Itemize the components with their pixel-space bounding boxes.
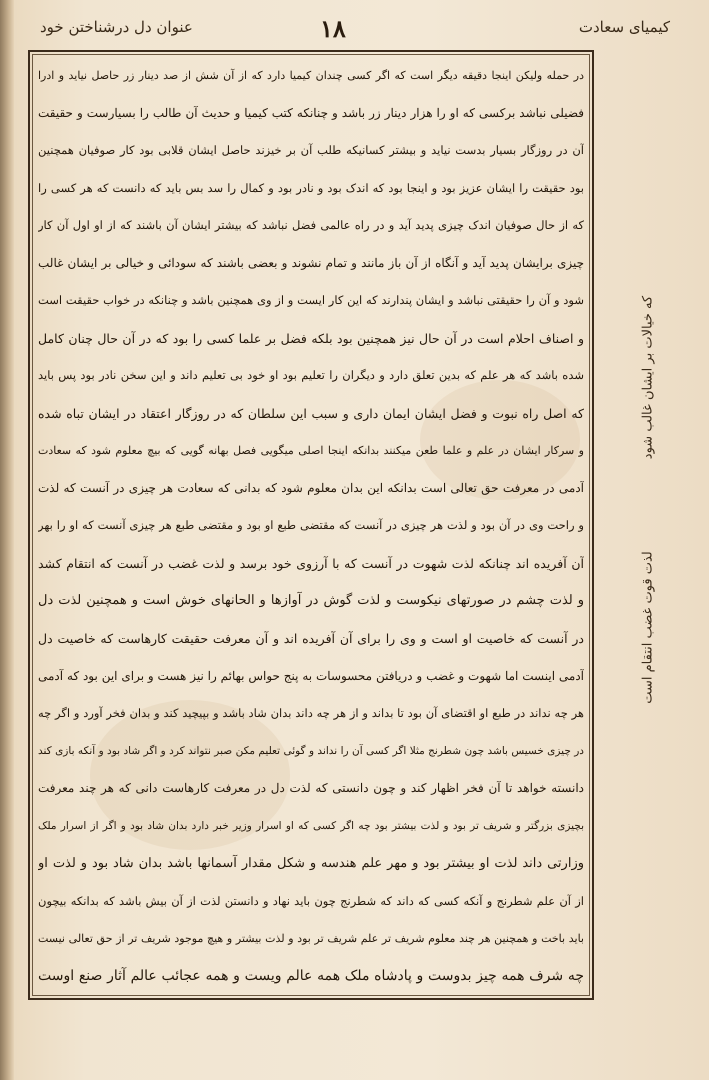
text-line: چیزی برایشان پدید آید و آنگاه از آن باز مانند و تمام نشوند و بعضی باشند که سودائی و خیالی بر ایشان غالب	[38, 255, 584, 270]
margin-note	[598, 530, 698, 730]
text-line: دانسته خواهد تا آن فخر اظهار کند و چون دانستی که لذت دل در معرفت کارهاست دانی که هر چند معرفت	[38, 781, 584, 796]
page-header	[40, 14, 670, 44]
text-line: هر چه نداند در طبع او اقتضای آن بود تا بداند و از هر چه داند بدان شاد باشد و بپیچید کند و بدان فخر آورد و اگر چه	[38, 706, 584, 721]
page-number: ۱۸	[320, 14, 346, 43]
text-line: و راحت وی در آن بود و لذت هر چیزی در آنست که مقتضی طبع او بود و مقتضی طبع هر چیزی آنست که او را بهر	[38, 518, 584, 533]
text-line: در چیزی خسیس باشد چون شطرنج مثلا اگر کسی آن را نداند و گوئی تعلیم مکن صبر نتواند کرد و اگر شاد بود و آنکه بازی کند	[38, 744, 584, 757]
text-line: شده باشد که هر علم که بدین تعلق دارد و دیگران را تعلیم بود او خود بی تعلیم داند و این سخن نادر بود پس باید	[38, 368, 584, 383]
margin-note-text: که خیالات بر ایشان غالب شود	[640, 295, 656, 460]
text-line: وزارتی داند لذت او بیشتر بود و مهر علم هندسه و شکل مقدار آسمانها باشد بدان شاد بود و لذت او	[38, 856, 584, 872]
text-line: و اصناف احلام است در آن حال نیز همچنین بود بلکه فضل بر علما کسی را بود که در آن حال چنان کامل	[38, 330, 584, 346]
text-line: که اصل راه نبوت و فضل ایشان ایمان داری و سبب این سلطان که در روزگار اعتقاد در ایشان تباه شده	[38, 405, 584, 421]
text-line: بود حقیقت را ایشان عزیز بود و اینجا بود که اندک بود و نادر بود و کمال را سد بس باید که دانست که هر کسی را	[38, 180, 584, 195]
text-line: و لذت چشم در صورتهای نیکوست و لذت گوش در آوازها و الحانهای خوش است و همچنین لذت دل	[38, 593, 584, 609]
body-text	[38, 60, 584, 992]
text-line: آن آفریده اند چنانکه لذت شهوت در آنست که با آرزوی خود برسد و لذت غضب در آنست که انتقام کشد	[38, 555, 584, 571]
margin-note	[598, 295, 698, 460]
running-title-right: کیمیای سعادت	[578, 18, 670, 36]
text-line: شود و آن را حقیقتی نباشد و ایشان پندارند که این کار ایست و از وی همچنین باشد و چنانکه در خواب حقیقت است	[38, 293, 584, 308]
text-line: چه شرف همه چیز بدوست و پادشاه ملک همه عالم ویست و همه عجائب عالم آثار صنع اوست	[38, 967, 584, 984]
running-title-left: عنوان دل درشناختن خود	[40, 18, 193, 36]
text-line: آدمی در معرفت حق تعالی است بدانکه این بدان معلوم شود که بدانی که سعادت هر چیزی در آنست که لذت	[38, 480, 584, 495]
text-line: و سرکار ایشان در علم و علما طعن میکنند بدانکه اینجا اصلی میگویی فصل بهانه گویی که بیچ معلوم شود که سعادت	[38, 444, 584, 458]
text-line: در حمله ولیکن اینجا دقیقه دیگر است که اگر کسی چندان کیمیا دارد که از آن شش از صد دینار زر حاصل نیاید و ادرا	[38, 69, 584, 82]
text-line: از آن علم شطرنج و آنکه کسی که داند که شطرنج چون باید نهاد و دانستن لذت از آن بیش باشد که بدانکه بیچون	[38, 893, 584, 908]
text-line: بچیزی بزرگتر و شریف تر بود و لذت بیشتر بود چه اگر کسی که او اسرار وزیر خبر دارد بدان شاد بود و اگر از اسرار ملک	[38, 819, 584, 832]
text-line: آدمی اینست اما شهوت و غضب و دریافتن محسوسات به پنج حواس بهائم را نیز هست و برای این بود که آدمی	[38, 668, 584, 683]
book-spine-shadow	[0, 0, 14, 1080]
text-line: فضیلی نباشد برکسی که او را هزار دینار زر باشد و چنانکه کتب کیمیا و حدیث آن طالب را بسیارست و حقیقت	[38, 105, 584, 120]
text-line: در آنست که خاصیت او است و وی را برای آن آفریده اند و آن معرفت حقیقت کارهاست که خاصیت دل	[38, 630, 584, 646]
text-line: آن در روزگار بسیار بدست نیاید و بیشتر کسانیکه طلب آن بر خیزند حاصل ایشان قلابی بود کار صوفیان همچنین	[38, 143, 584, 158]
text-line: باید باخت و همچنین هر چند معلوم شریف تر علم شریف تر بود و لذت بیشتر و هیچ موجود شریف تر از حق تعالی نیست	[38, 932, 584, 946]
margin-note-text: لذت قوت غضب انتقام است	[640, 551, 656, 704]
text-line: که از حال صوفیان اندک چیزی پدید آید و در راه عالمی فضل نباشد که بیشتر ایشان آن باشند که از او اول آن کار	[38, 218, 584, 233]
